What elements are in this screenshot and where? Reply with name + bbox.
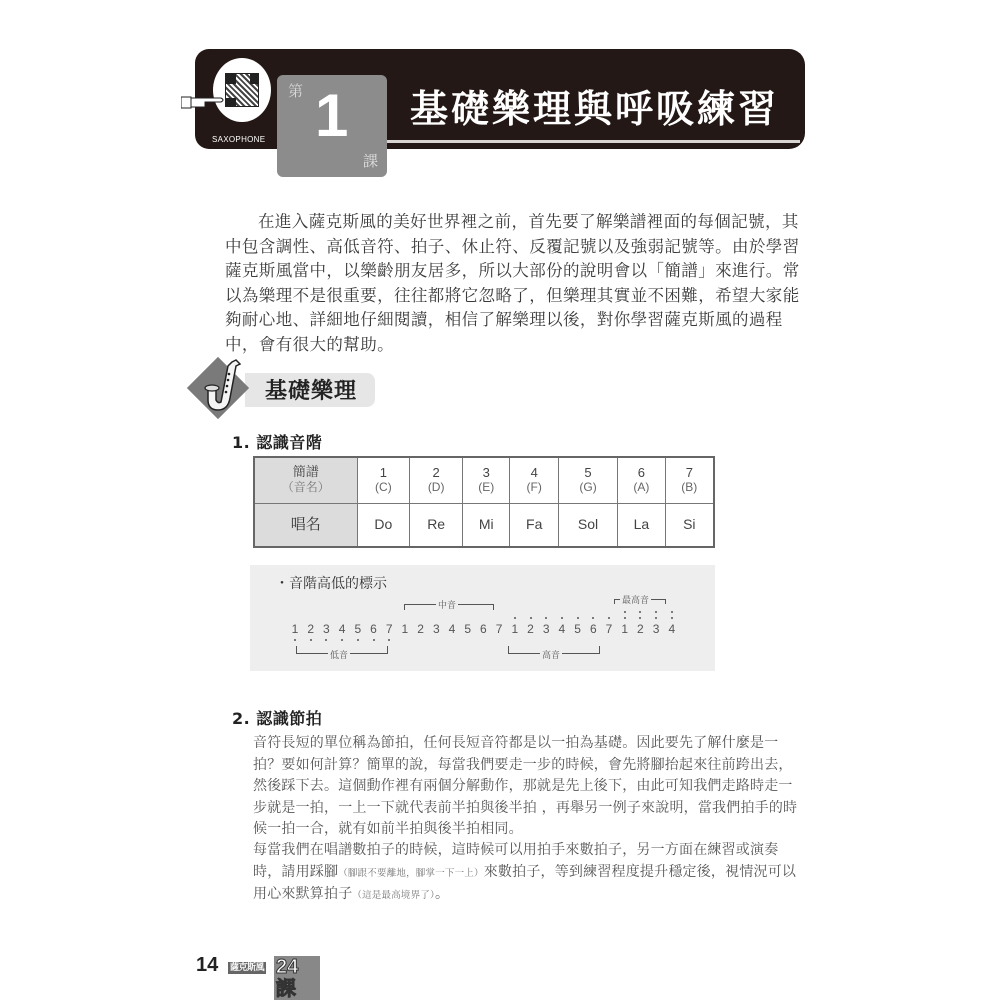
note-letter: (E) bbox=[478, 480, 495, 495]
octave-dot bbox=[514, 617, 516, 619]
lesson-suffix: 課 bbox=[363, 152, 379, 170]
lesson-prefix: 第 bbox=[288, 82, 304, 100]
pitch-digit: 1 bbox=[621, 622, 629, 636]
book-logo-label: 薩克斯風 bbox=[230, 963, 265, 973]
pitch-digit: 5 bbox=[354, 622, 362, 636]
pitch-digit: 1 bbox=[401, 622, 409, 636]
octave-dot bbox=[608, 617, 610, 619]
beat-text: 每當我們在唱譜數拍子的時候，這時候可以用拍手來數拍子，另一方面在練習或演奏時，請用踩腳 bbox=[253, 842, 779, 880]
scale-table bbox=[253, 456, 715, 548]
pitch-digit: 7 bbox=[605, 622, 613, 636]
note-number: 6 bbox=[637, 465, 645, 481]
octave-dot bbox=[577, 617, 579, 619]
note-number: 4 bbox=[530, 465, 538, 481]
intro-paragraph: 在進入薩克斯風的美好世界裡之前，首先要了解樂譜裡面的每個記號，其中包含調性、高低音符、拍子、休止符、反覆記號以及強弱記號等。由於學習薩克斯風當中，以樂齡朋友居多，所以大部份的說明會以「簡譜」來進行。常以為樂理不是很重要，往往都將它忽略了，但樂理其實並不困難，希望大家能夠耐心地、詳細地仔細閱讀，相信了解樂理以後，對你學習薩克斯風的過程中，會有很大的幫助。 bbox=[225, 212, 800, 354]
table-cell: Re bbox=[410, 503, 463, 547]
highest-label: 最高音 bbox=[620, 593, 651, 606]
pitch-digit: 2 bbox=[527, 622, 534, 636]
pitch-digit: 2 bbox=[637, 622, 644, 636]
table-cell bbox=[665, 457, 714, 503]
row-header-label: 簡譜 bbox=[292, 465, 319, 481]
beat-note: （腳跟不要離地，腳掌一下一上） bbox=[338, 867, 484, 879]
table-header-cell bbox=[254, 457, 357, 503]
octave-dot bbox=[373, 639, 375, 641]
pitch-digit: 6 bbox=[589, 622, 597, 636]
beat-heading: 2. 認識節拍 bbox=[232, 709, 323, 728]
note-number: 2 bbox=[432, 465, 440, 481]
note-number: 5 bbox=[584, 465, 592, 481]
pitch-digit: 3 bbox=[432, 622, 440, 636]
octave-dot bbox=[357, 639, 359, 641]
table-cell bbox=[357, 457, 410, 503]
lesson-number: 1 bbox=[315, 82, 349, 149]
octave-dot bbox=[561, 617, 563, 619]
middle-label: 中音 bbox=[436, 598, 458, 611]
pitch-digit: 6 bbox=[480, 622, 487, 636]
chapter-title: 基礎樂理與呼吸練習 bbox=[410, 87, 780, 131]
pitch-digit: 4 bbox=[668, 622, 676, 636]
qr-code-icon bbox=[213, 58, 271, 122]
note-letter: (C) bbox=[375, 480, 392, 495]
table-row-solfege bbox=[254, 503, 714, 547]
pitch-digit: 3 bbox=[323, 622, 330, 636]
octave-dot bbox=[671, 617, 673, 619]
note-letter: (A) bbox=[633, 480, 650, 495]
book-logo bbox=[228, 956, 320, 1000]
pointing-hand-icon bbox=[181, 95, 225, 109]
saxophone-icon bbox=[196, 358, 256, 418]
octave-dot bbox=[530, 617, 532, 619]
octave-dot bbox=[624, 617, 626, 619]
table-cell: La bbox=[618, 503, 665, 547]
table-cell bbox=[558, 457, 617, 503]
pitch-digit: 5 bbox=[574, 622, 581, 636]
qr-code-pattern bbox=[225, 73, 259, 107]
pitch-digit: 6 bbox=[370, 622, 377, 636]
pitch-title: ・音階高低的標示 bbox=[275, 576, 387, 592]
pitch-digit: 7 bbox=[495, 622, 503, 636]
note-letter: (F) bbox=[526, 480, 542, 495]
note-number: 7 bbox=[685, 465, 693, 481]
beat-note: （這是最高境界了） bbox=[352, 890, 435, 901]
table-cell bbox=[410, 457, 463, 503]
table-cell bbox=[463, 457, 510, 503]
pitch-digit: 1 bbox=[511, 622, 519, 636]
octave-dot bbox=[671, 611, 673, 613]
pitch-digit: 4 bbox=[448, 622, 456, 636]
octave-dot bbox=[624, 611, 626, 613]
table-cell bbox=[618, 457, 665, 503]
pitch-digit: 2 bbox=[417, 622, 424, 636]
note-number: 3 bbox=[482, 465, 490, 481]
table-cell: Sol bbox=[558, 503, 617, 547]
brand-label: SAXOPHONE bbox=[212, 135, 266, 144]
table-row-notation bbox=[254, 457, 714, 503]
scale-heading: 1. 認識音階 bbox=[232, 433, 323, 452]
section-title: 基礎樂理 bbox=[265, 379, 358, 404]
beat-text: 來數拍子，等到練習程度提升穩定後，視情況可以用心來默算拍子 bbox=[253, 863, 797, 902]
pitch-digit: 7 bbox=[385, 622, 393, 636]
octave-dot bbox=[310, 639, 312, 641]
pitch-digit: 1 bbox=[291, 622, 299, 636]
table-cell: Mi bbox=[463, 503, 510, 547]
row-header-sub: （音名） bbox=[281, 480, 330, 495]
pitch-digit: 5 bbox=[464, 622, 472, 636]
pitch-digit: 4 bbox=[338, 622, 346, 636]
table-header-cell: 唱名 bbox=[254, 503, 357, 547]
page-number: 14 bbox=[196, 954, 219, 976]
note-letter: (B) bbox=[681, 480, 698, 495]
octave-dot bbox=[294, 639, 296, 641]
beat-text: 。 bbox=[434, 886, 450, 902]
pitch-digit: 3 bbox=[542, 622, 550, 636]
note-letter: (G) bbox=[579, 480, 597, 495]
beat-paragraph-2 bbox=[253, 840, 798, 907]
beat-paragraph-1: 音符長短的單位稱為節拍，任何長短音符都是以一拍為基礎。因此要先了解什麼是一拍？要如何計算？簡單的說，每當我們要走一步的時候，會先將腳抬起來往前跨出去，然後踩下去。這個動作裡有兩個分解動作，那就是先上後下，由此可知我們走路時走一步就是一拍，一上一下就代表前半拍與後半拍 ，再舉另一例子來說明，當我們拍手的時候一拍一合，就有如前半拍與後半拍相同。 bbox=[253, 735, 798, 837]
pitch-digit: 2 bbox=[307, 622, 315, 636]
note-letter: (D) bbox=[427, 480, 445, 495]
table-cell: Do bbox=[357, 503, 410, 547]
note-number: 1 bbox=[379, 465, 387, 481]
high-label: 高音 bbox=[540, 648, 562, 661]
table-cell: Si bbox=[665, 503, 714, 547]
pitch-digit: 4 bbox=[558, 622, 566, 636]
table-cell bbox=[510, 457, 558, 503]
pitch-digit: 3 bbox=[652, 622, 660, 636]
table-cell: Fa bbox=[510, 503, 558, 547]
low-label: 低音 bbox=[328, 648, 350, 661]
banner-divider bbox=[355, 140, 800, 143]
book-logo-big: 24課 bbox=[274, 956, 320, 1000]
